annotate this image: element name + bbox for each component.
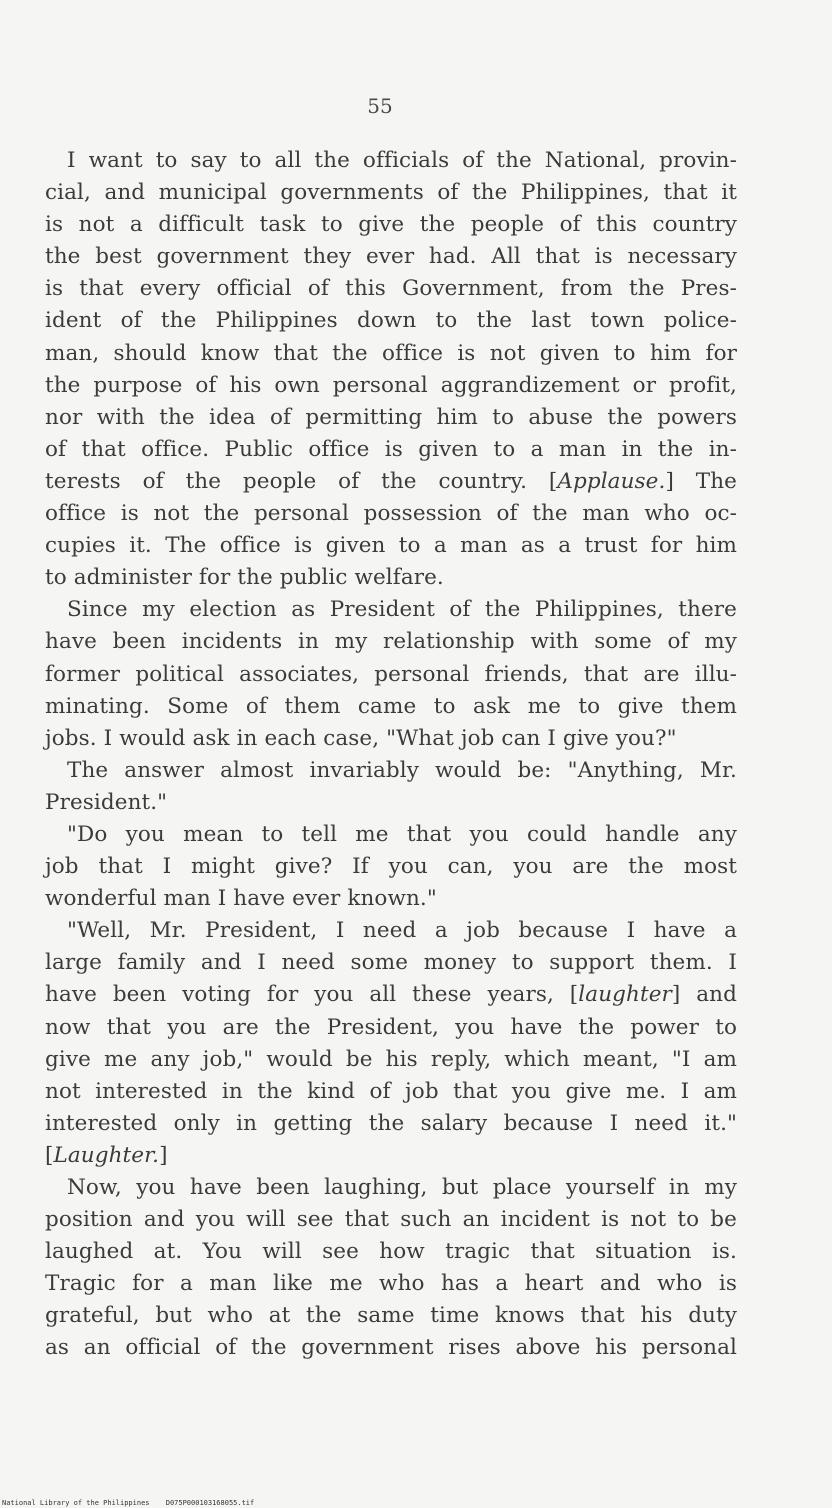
text-line: cupies it. The office is given to a man as a trust for him [45,533,737,559]
text-line: now that you are the President, you have the power to [45,1014,737,1040]
text-line: large family and I need some money to support them. I [45,950,737,976]
text-line: minating. Some of them came to ask me to give them [45,693,737,719]
text-line: jobs. I would ask in each case, "What job can I give you?" [45,725,677,751]
text-line: man, should know that the office is not given to him for [45,340,737,366]
text-line: former political associates, personal friends, that are illu- [45,661,737,687]
text-line: nor with the idea of permitting him to abuse the powers [45,404,737,430]
text-line: to administer for the public welfare. [45,565,444,591]
page-number: 55 [367,94,393,118]
text-line: of that office. Public office is given to a man in the in- [45,436,737,462]
text-line: as an official of the government rises above his personal [45,1335,737,1361]
text-line: President." [45,789,168,815]
scan-footer [2,1499,266,1507]
text-line: [Laughter.] [45,1142,168,1168]
text-line: wonderful man I have ever known." [45,886,437,912]
text-line: the purpose of his own personal aggrandizement or profit, [45,372,737,398]
text-line: ident of the Philippines down to the last town police- [45,308,737,334]
text-line: "Do you mean to tell me that you could handle any [67,821,737,847]
text-line: The answer almost invariably would be: "Anything, Mr. [67,757,737,783]
text-line: interested only in getting the salary because I need it." [45,1110,737,1136]
text-line: is that every official of this Government, from the Pres- [45,276,737,302]
footer-library: National Library of the Philippines [2,1499,150,1507]
text-line: I want to say to all the officials of the National, provin- [67,148,737,173]
text-line: office is not the personal possession of the man who oc- [45,501,737,527]
body-text [45,145,737,1365]
text-line: laughed at. You will see how tragic that situation is. [45,1239,737,1265]
text-line: terests of the people of the country. [Applause.] The [45,468,737,494]
text-line: the best government they ever had. All that is necessary [45,244,737,270]
text-line: Tragic for a man like me who has a heart and who is [45,1271,737,1297]
text-line: have been voting for you all these years, [laughter] and [45,982,737,1008]
text-line: grateful, but who at the same time knows that his duty [45,1303,737,1329]
text-line: not interested in the kind of job that you give me. I am [45,1078,737,1104]
text-line: job that I might give? If you can, you are the most [45,854,737,880]
text-line: give me any job," would be his reply, which meant, "I am [45,1046,737,1072]
text-line: position and you will see that such an incident is not to be [45,1207,737,1233]
text-line: cial, and municipal governments of the Philippines, that it [45,180,737,206]
text-line: "Well, Mr. President, I need a job because I have a [67,918,737,944]
text-line: have been incidents in my relationship with some of my [45,629,737,655]
text-line: is not a difficult task to give the people of this country [45,212,737,238]
footer-filename: D075P000103168055.tif [165,1499,255,1507]
text-line: Now, you have been laughing, but place yourself in my [67,1175,737,1200]
text-line: Since my election as President of the Philippines, there [67,597,737,623]
